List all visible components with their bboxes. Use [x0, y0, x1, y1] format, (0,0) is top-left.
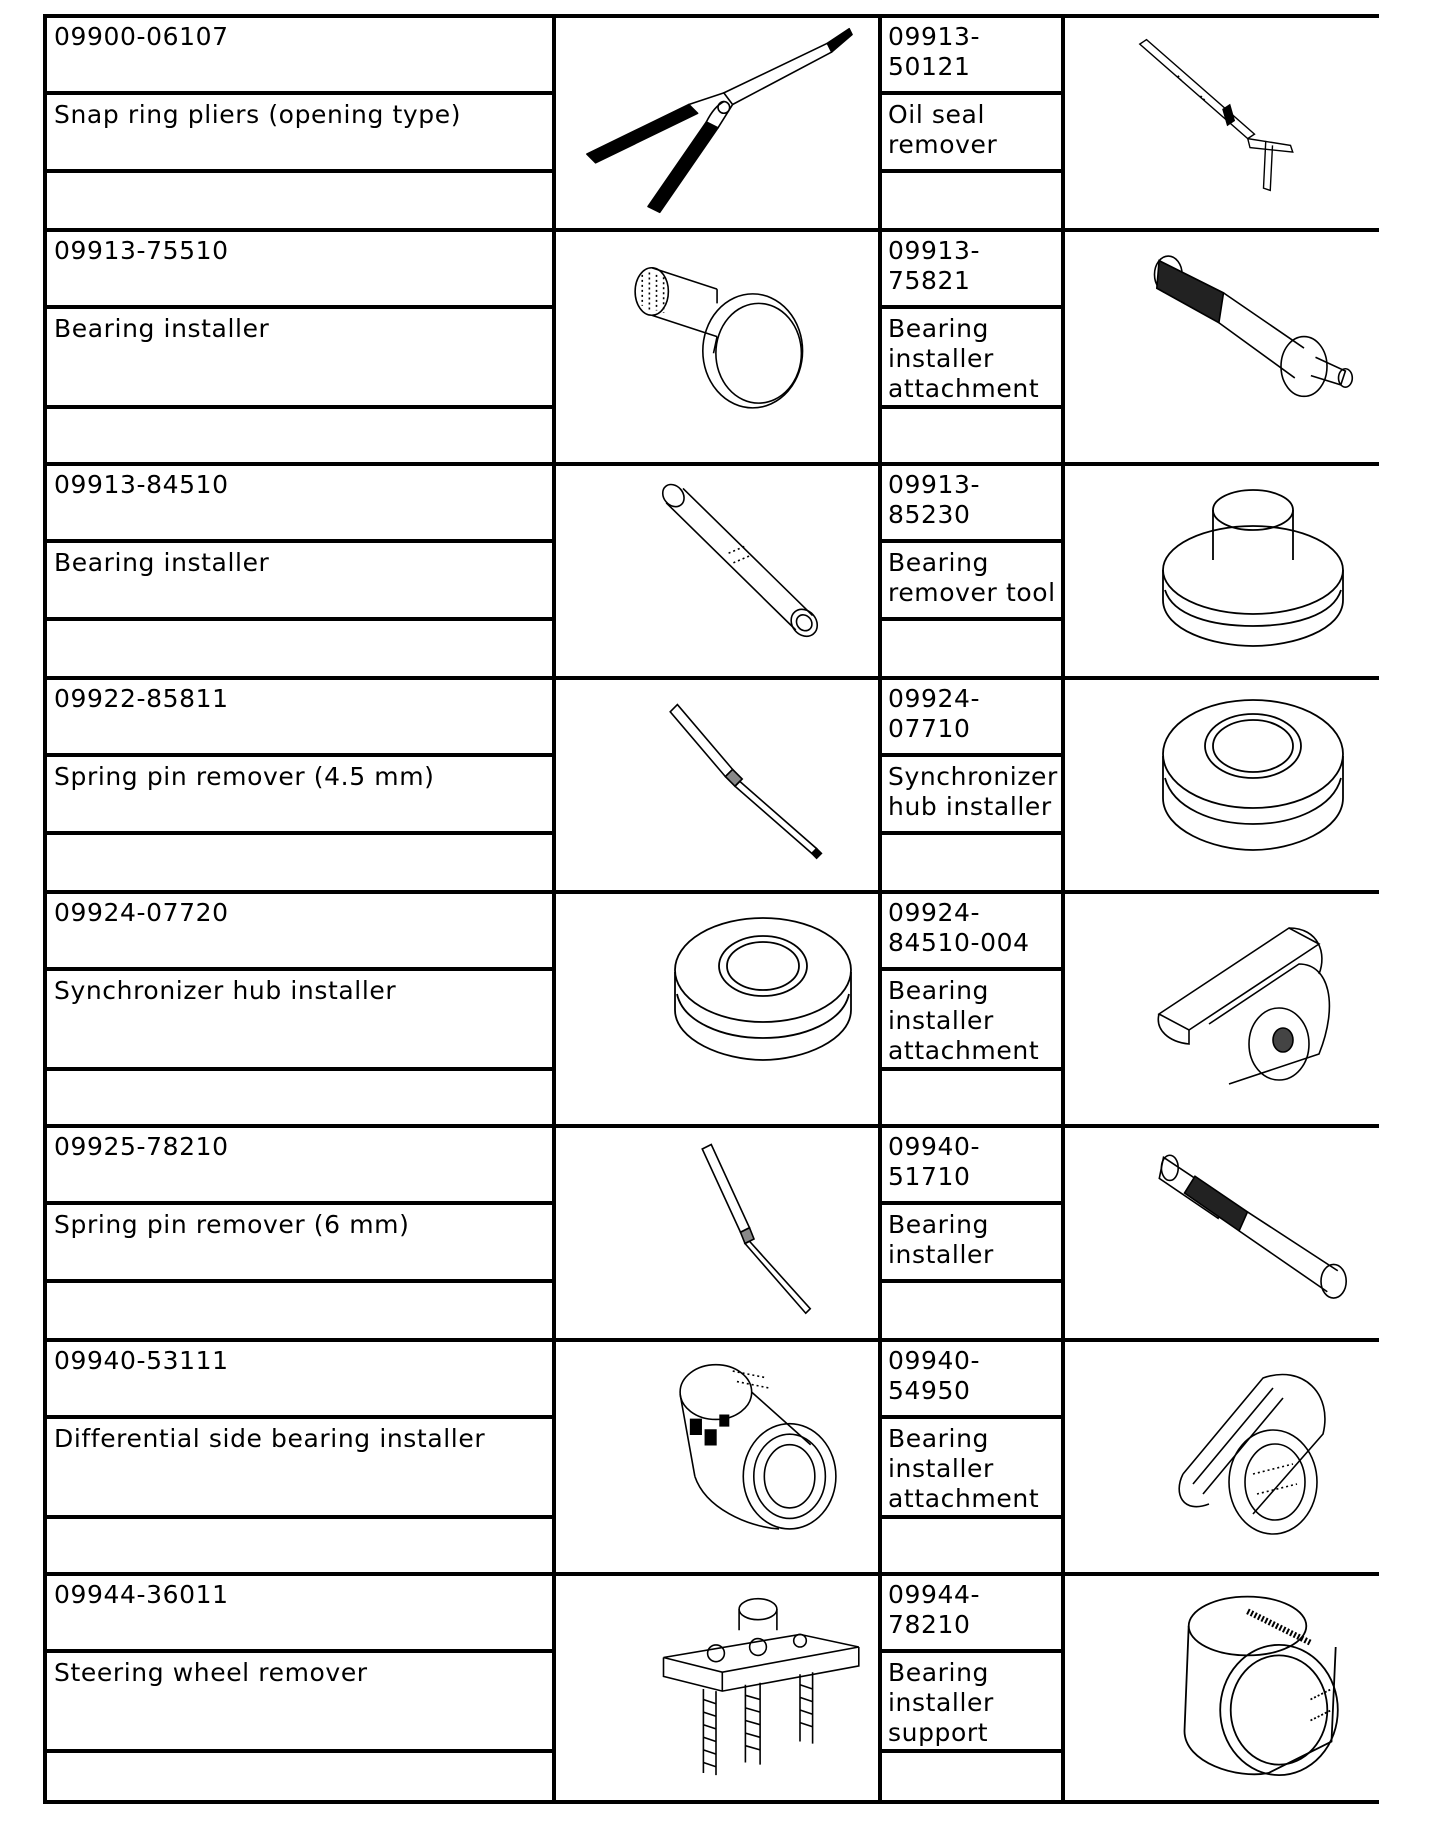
- tool-name-line: Bearing: [888, 314, 989, 343]
- steering-wheel-remover-icon: [653, 1584, 863, 1794]
- tool-name-line: installer: [888, 1454, 994, 1483]
- part-number-line: 09940-: [888, 1346, 981, 1375]
- tool-name: Bearing installer: [54, 314, 270, 343]
- part-number-line: 09924-: [888, 898, 981, 927]
- part-number-line: 07710: [888, 714, 971, 743]
- part-number-line: 54950: [888, 1376, 971, 1405]
- snap-ring-pliers-icon: [563, 20, 873, 224]
- part-number-line: 09924-: [888, 684, 981, 713]
- synchronizer-hub-installer-ring-icon: [663, 910, 863, 1080]
- tool-name-line: Bearing: [888, 1424, 989, 1453]
- tool-name-line: attachment: [888, 1484, 1040, 1513]
- part-number: 09913-75510: [54, 236, 229, 265]
- tool-name-line: installer: [888, 344, 994, 373]
- part-number-line: 51710: [888, 1162, 971, 1191]
- tool-name: Snap ring pliers (opening type): [54, 100, 462, 129]
- part-number-line: 84510-004: [888, 928, 1030, 957]
- spring-pin-remover-icon: [663, 694, 843, 864]
- part-number: 09940-53111: [54, 1346, 229, 1375]
- part-number: 09913-84510: [54, 470, 229, 499]
- part-number: 09925-78210: [54, 1132, 229, 1161]
- tool-name-line: remover: [888, 130, 998, 159]
- part-number-line: 09940-: [888, 1132, 981, 1161]
- part-number: 09900-06107: [54, 22, 229, 51]
- tool-name-line: Oil seal: [888, 100, 985, 129]
- bearing-installer-attachment-icon: [1143, 240, 1373, 440]
- bearing-installer-attachment-cup-icon: [1149, 914, 1349, 1104]
- part-number: 09944-36011: [54, 1580, 229, 1609]
- part-number: 09924-07720: [54, 898, 229, 927]
- tool-name-line: installer: [888, 1006, 994, 1035]
- differential-side-bearing-installer-icon: [663, 1350, 853, 1550]
- tool-name: Synchronizer hub installer: [54, 976, 397, 1005]
- tool-name-line: installer: [888, 1688, 994, 1717]
- part-number-line: 09944-: [888, 1580, 981, 1609]
- bearing-remover-tool-icon: [1153, 480, 1353, 660]
- tool-name-line: Synchronizer: [888, 762, 1058, 791]
- tool-name: Spring pin remover (4.5 mm): [54, 762, 435, 791]
- tool-name-line: attachment: [888, 1036, 1040, 1065]
- special-tools-table: [43, 14, 1379, 1804]
- tool-name: Steering wheel remover: [54, 1658, 368, 1687]
- bearing-installer-icon: [603, 244, 843, 434]
- tool-name: Bearing installer: [54, 548, 270, 577]
- tool-name-line: Bearing: [888, 1210, 989, 1239]
- part-number-line: 78210: [888, 1610, 971, 1639]
- part-number-line: 09913-: [888, 236, 981, 265]
- tool-name: Differential side bearing installer: [54, 1424, 486, 1453]
- bearing-installer-shaft-icon: [1153, 1144, 1363, 1324]
- spring-pin-remover-6mm-icon: [693, 1140, 833, 1320]
- tool-name-line: Bearing: [888, 1658, 989, 1687]
- tool-name-line: Bearing: [888, 976, 989, 1005]
- tool-name: Spring pin remover (6 mm): [54, 1210, 410, 1239]
- part-number-line: 85230: [888, 500, 971, 529]
- tool-name-line: support: [888, 1718, 989, 1747]
- oil-seal-remover-icon: [1133, 30, 1313, 200]
- tool-name-line: installer: [888, 1240, 994, 1269]
- part-number-line: 09913-: [888, 470, 981, 499]
- tool-name-line: Bearing: [888, 548, 989, 577]
- synchronizer-hub-installer-icon: [1153, 694, 1353, 864]
- bearing-installer-attachment-ring-icon: [1153, 1354, 1353, 1554]
- bearing-installer-support-icon: [1153, 1584, 1363, 1794]
- tool-name-line: remover tool: [888, 578, 1056, 607]
- part-number-line: 75821: [888, 266, 971, 295]
- part-number-line: 50121: [888, 52, 971, 81]
- bearing-installer-tube-icon: [643, 474, 843, 654]
- tool-name-line: attachment: [888, 374, 1040, 403]
- tool-name-line: hub installer: [888, 792, 1052, 821]
- part-number: 09922-85811: [54, 684, 229, 713]
- part-number-line: 09913-: [888, 22, 981, 51]
